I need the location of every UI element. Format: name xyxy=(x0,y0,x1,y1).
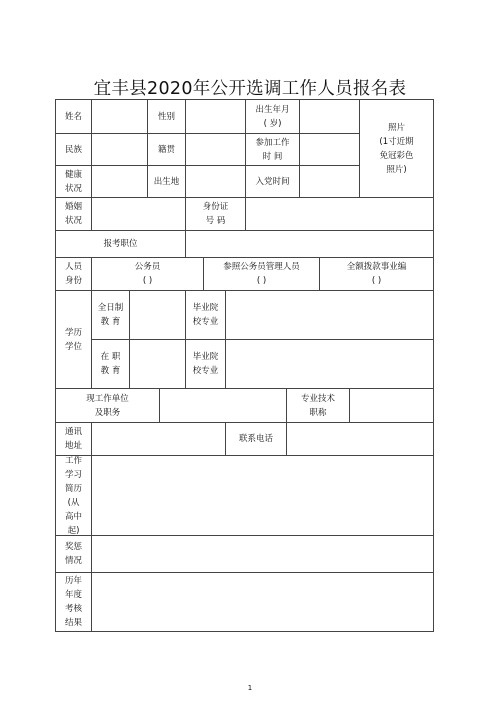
awards-label: 奖惩 情况 xyxy=(55,536,92,573)
tech-title-label: 专业技术 职称 xyxy=(287,389,350,423)
party-time-label: 入党时间 xyxy=(246,166,300,198)
name-label: 姓名 xyxy=(55,99,92,134)
address-label: 通讯 地址 xyxy=(55,423,92,456)
native-place-label: 籍贯 xyxy=(148,134,186,166)
assessment-field[interactable] xyxy=(92,573,434,632)
party-time-field[interactable] xyxy=(300,166,360,198)
identity-option-institution[interactable]: 全额拨款事业编 ( ) xyxy=(320,258,434,291)
health-field[interactable] xyxy=(92,166,148,198)
photo-box[interactable]: 照片 (1寸近期 免冠彩色 照片) xyxy=(360,99,434,198)
awards-field[interactable] xyxy=(92,536,434,573)
assessment-label: 历年 年度 考核 结果 xyxy=(55,573,92,632)
fulltime-education-field[interactable] xyxy=(130,291,186,340)
work-start-field[interactable] xyxy=(300,134,360,166)
parttime-education-label: 在 职 教 育 xyxy=(92,340,130,389)
parttime-school-field[interactable] xyxy=(226,340,434,389)
education-label: 学历 学位 xyxy=(55,291,92,389)
work-start-label: 参加工作 时 间 xyxy=(246,134,300,166)
current-unit-field[interactable] xyxy=(160,389,287,423)
birth-date-field[interactable] xyxy=(300,99,360,134)
birth-date-label: 出生年月 ( 岁) xyxy=(246,99,300,134)
marital-status-label: 婚姻 状况 xyxy=(55,198,92,231)
parttime-education-field[interactable] xyxy=(130,340,186,389)
health-label: 健康 状况 xyxy=(55,166,92,198)
identity-label: 人员 身份 xyxy=(55,258,92,291)
gender-field[interactable] xyxy=(186,99,246,134)
identity-option-reference-staff[interactable]: 参照公务员管理人员 ( ) xyxy=(204,258,320,291)
position-label: 报考职位 xyxy=(55,231,186,258)
tech-title-field[interactable] xyxy=(350,389,434,423)
fulltime-school-field[interactable] xyxy=(226,291,434,340)
page-number: 1 xyxy=(247,684,253,692)
gender-label: 性别 xyxy=(148,99,186,134)
birthplace-label: 出生地 xyxy=(148,166,186,198)
parttime-school-label: 毕业院 校专业 xyxy=(186,340,226,389)
fulltime-school-label: 毕业院 校专业 xyxy=(186,291,226,340)
identity-option-civil-servant[interactable]: 公务员 ( ) xyxy=(92,258,204,291)
marital-status-field[interactable] xyxy=(92,198,186,231)
name-field[interactable] xyxy=(92,99,148,134)
position-field[interactable] xyxy=(186,231,434,258)
form-title: 宜丰县2020年公开选调工作人员报名表 xyxy=(93,79,407,99)
ethnicity-field[interactable] xyxy=(92,134,148,166)
fulltime-education-label: 全日制 教 育 xyxy=(92,291,130,340)
resume-field[interactable] xyxy=(92,456,434,536)
phone-field[interactable] xyxy=(287,423,434,456)
native-place-field[interactable] xyxy=(186,134,246,166)
phone-label: 联系电话 xyxy=(226,423,287,456)
id-number-field[interactable] xyxy=(246,198,434,231)
current-unit-label: 现工作单位 及职务 xyxy=(55,389,160,423)
birthplace-field[interactable] xyxy=(186,166,246,198)
address-field[interactable] xyxy=(92,423,226,456)
id-number-label: 身份证 号 码 xyxy=(186,198,246,231)
ethnicity-label: 民族 xyxy=(55,134,92,166)
resume-label: 工作 学习 简历 (从 高中 起) xyxy=(55,456,92,536)
